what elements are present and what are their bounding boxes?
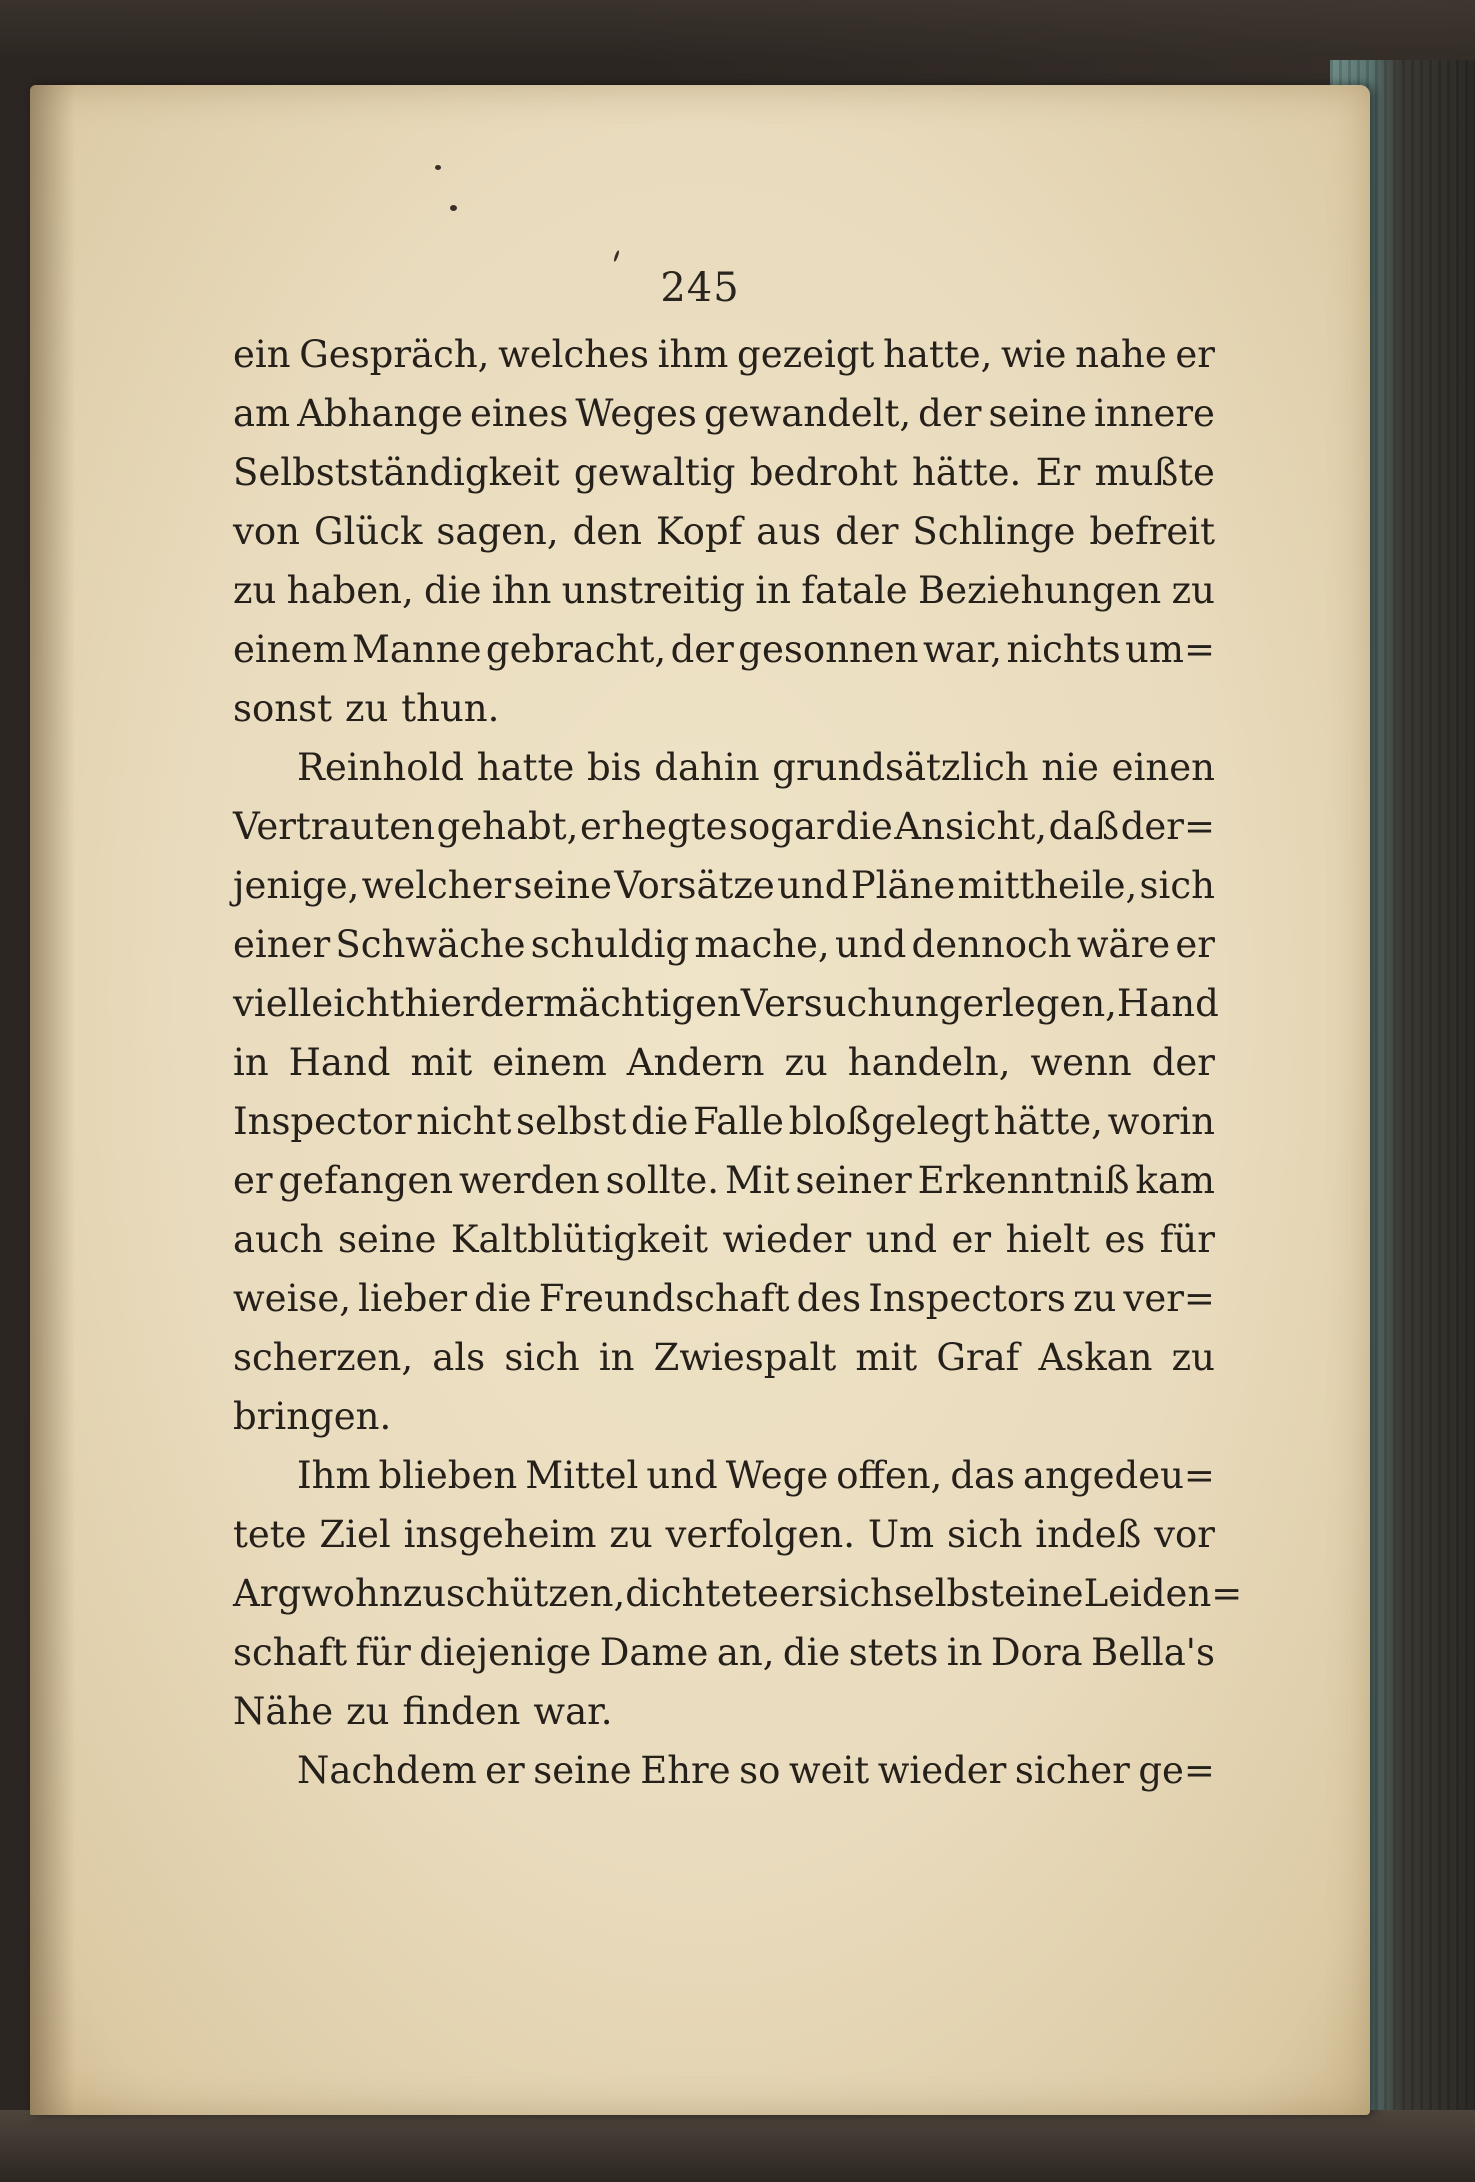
ink-speck bbox=[613, 250, 620, 262]
text-line: Selbstständigkeit gewaltig bedroht hätte. Er mußte bbox=[233, 451, 1215, 494]
text-line: er gefangen werden sollte. Mit seiner Erkenntniß kam bbox=[233, 1159, 1215, 1202]
text-line: Reinhold hatte bis dahin grundsätzlich nie einen bbox=[297, 746, 1215, 789]
text-line: ein Gespräch, welches ihm gezeigt hatte, wie nahe er bbox=[233, 333, 1215, 376]
text-line: am Abhange eines Weges gewandelt, der seine innere bbox=[233, 392, 1215, 435]
text-line: tete Ziel insgeheim zu verfolgen. Um sich indeß vor bbox=[233, 1513, 1215, 1556]
text-line: auch seine Kaltblütigkeit wieder und er hielt es für bbox=[233, 1218, 1215, 1261]
text-line: Inspector nicht selbst die Falle bloßgelegt hätte, worin bbox=[233, 1100, 1215, 1143]
text-line: von Glück sagen, den Kopf aus der Schlinge befreit bbox=[233, 510, 1215, 553]
text-line: Vertrauten gehabt, er hegte sogar die Ansicht, daß der= bbox=[233, 805, 1215, 848]
text-line: zu haben, die ihn unstreitig in fatale Beziehungen zu bbox=[233, 569, 1215, 612]
text-line: Argwohn zu schützen, dichtete er sich selbst eine Leiden= bbox=[233, 1572, 1243, 1615]
text-line: weise, lieber die Freundschaft des Inspectors zu ver= bbox=[233, 1277, 1215, 1320]
ink-speck bbox=[435, 165, 441, 170]
text-line: Ihm blieben Mittel und Wege offen, das angedeu= bbox=[297, 1454, 1215, 1497]
text-line: einer Schwäche schuldig mache, und dennoch wäre er bbox=[233, 923, 1215, 966]
page-gutter bbox=[30, 85, 75, 2115]
text-line: in Hand mit einem Andern zu handeln, wenn der bbox=[233, 1041, 1215, 1084]
book-page bbox=[30, 85, 1370, 2115]
page-number: 245 bbox=[660, 265, 740, 311]
book-cover-bottom bbox=[0, 2110, 1475, 2182]
text-line: Nachdem er seine Ehre so weit wieder sicher ge= bbox=[297, 1749, 1215, 1792]
text-line: jenige, welcher seine Vorsätze und Pläne mittheile, sich bbox=[233, 864, 1215, 907]
text-line: bringen. bbox=[233, 1395, 392, 1438]
ink-speck bbox=[450, 205, 457, 211]
body-text bbox=[233, 325, 1243, 1800]
text-line: sonst zu thun. bbox=[233, 687, 500, 730]
text-line: vielleicht hier der mächtigen Versuchung erlegen, Hand bbox=[233, 982, 1219, 1025]
text-line: schaft für diejenige Dame an, die stets in Dora Bella's bbox=[233, 1631, 1215, 1674]
text-line: scherzen, als sich in Zwiespalt mit Graf Askan zu bbox=[233, 1336, 1215, 1379]
text-line: einem Manne gebracht, der gesonnen war, nichts um= bbox=[233, 628, 1215, 671]
text-line: Nähe zu finden war. bbox=[233, 1690, 613, 1733]
